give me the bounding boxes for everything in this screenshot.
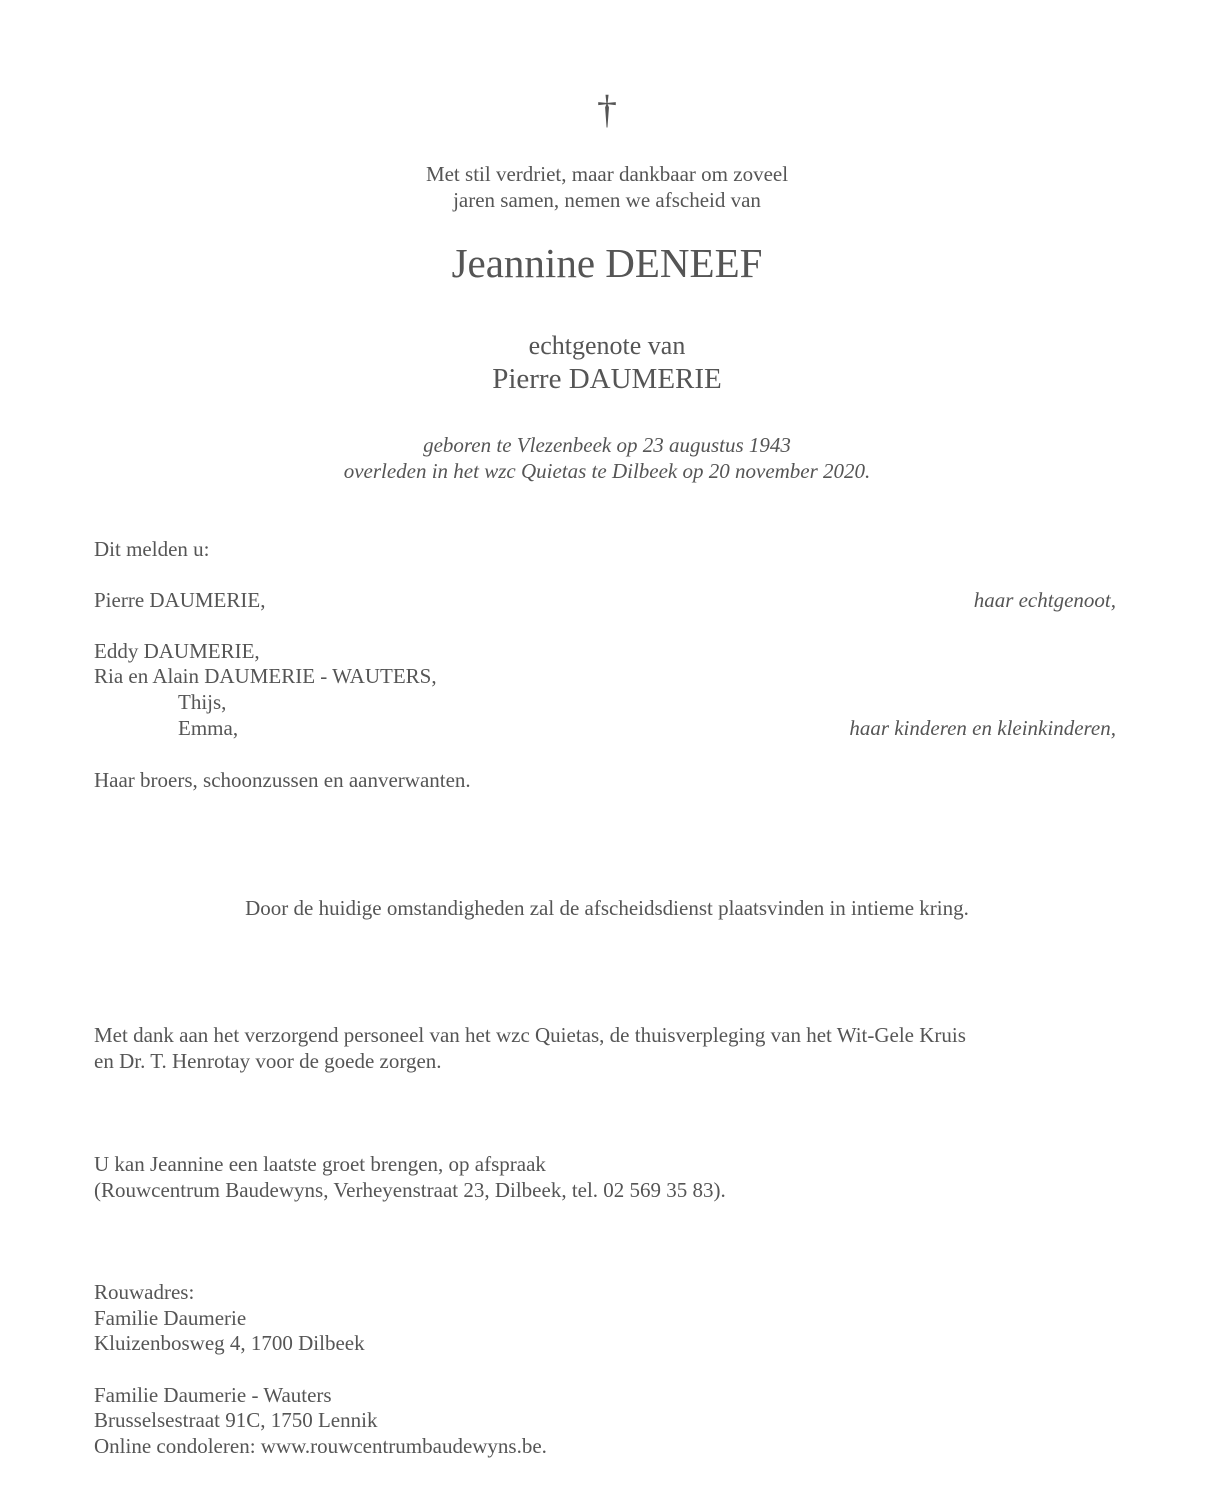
family-child-1: Eddy DAUMERIE, [94, 639, 260, 663]
address-family-2-name: Familie Daumerie - Wauters [94, 1383, 332, 1407]
thanks-line-2: en Dr. T. Henrotay voor de goede zorgen. [94, 1049, 442, 1073]
family-relatives: Haar broers, schoonzussen en aanverwanten. [94, 768, 471, 792]
thanks-line-1: Met dank aan het verzorgend personeel van het wzc Quietas, de thuisverpleging van het Wit-Gele Kruis [94, 1023, 966, 1047]
address-label: Rouwadres: [94, 1280, 195, 1304]
family-spouse: Pierre DAUMERIE, [94, 588, 266, 612]
family-grandchild-2: Emma, [178, 716, 239, 740]
intro-line-1: Met stil verdriet, maar dankbaar om zoveel [425, 162, 789, 186]
ceremony-notice: Door de huidige omstandigheden zal de afscheidsdienst plaatsvinden in intieme kring. [245, 896, 969, 920]
address-family-1-address: Kluizenbosweg 4, 1700 Dilbeek [94, 1331, 365, 1355]
family-child-2: Ria en Alain DAUMERIE - WAUTERS, [94, 664, 437, 688]
address-family-2-address: Brusselsestraat 91C, 1750 Lennik [94, 1408, 378, 1432]
address-family-1-name: Familie Daumerie [94, 1306, 247, 1330]
family-grandchild-1: Thijs, [178, 690, 227, 714]
family-children-role: haar kinderen en kleinkinderen, [849, 716, 1116, 740]
visit-line-1: U kan Jeannine een laatste groet brengen, op afspraak [94, 1152, 546, 1176]
deceased-name: Jeannine DENEEF [451, 240, 763, 286]
cross-icon: † [597, 87, 617, 132]
online-condolence-link[interactable]: Online condoleren: www.rouwcentrumbaudewyns.be. [94, 1434, 547, 1458]
spouse-name: Pierre DAUMERIE [492, 363, 722, 395]
family-spouse-role: haar echtgenoot, [973, 588, 1116, 612]
family-intro: Dit melden u: [94, 537, 210, 561]
spouse-label: echtgenote van [528, 331, 686, 360]
visit-line-2: (Rouwcentrum Baudewyns, Verheyenstraat 23, Dilbeek, tel. 02 569 35 83). [94, 1178, 726, 1202]
death-line: overleden in het wzc Quietas te Dilbeek op 20 november 2020. [343, 459, 871, 483]
intro-line-2: jaren samen, nemen we afscheid van [453, 188, 761, 212]
birth-line: geboren te Vlezenbeek op 23 augustus 1943 [423, 433, 791, 457]
